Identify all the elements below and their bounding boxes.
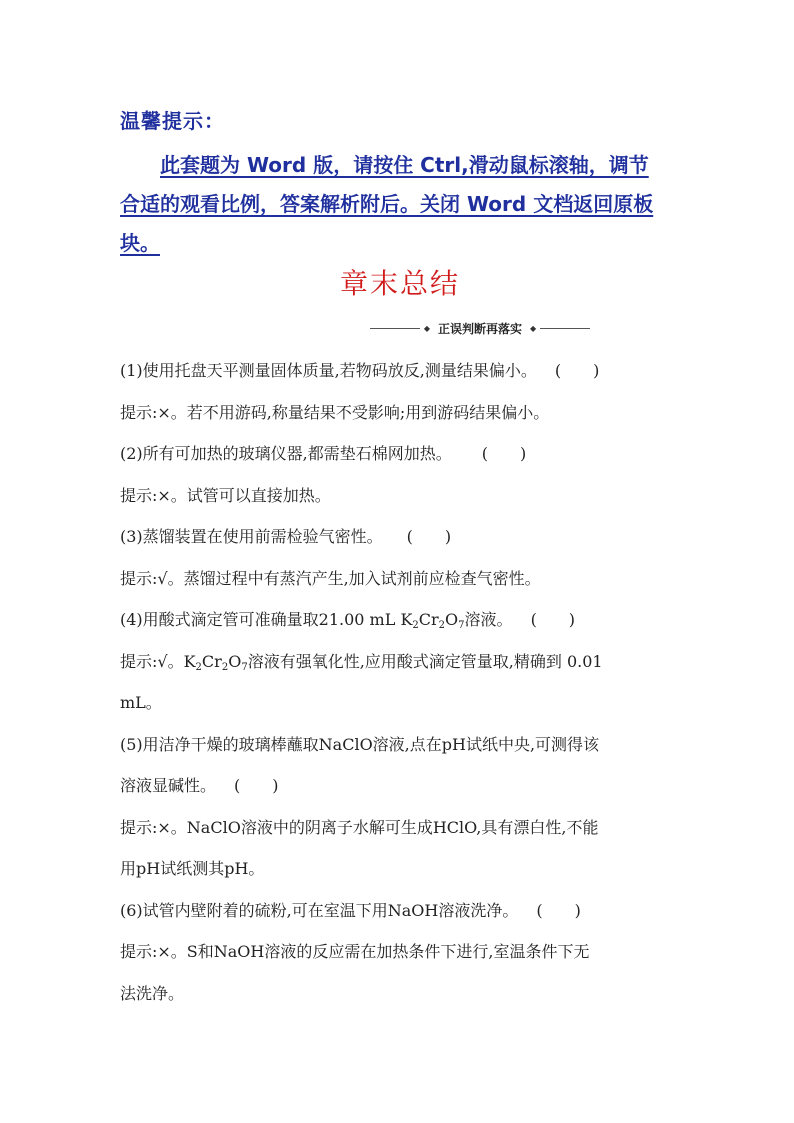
notice-title: 温馨提示： (120, 109, 225, 133)
question-1: (1)使用托盘天平测量固体质量,若物码放反,测量结果偏小。 ( ) (120, 350, 680, 392)
answer-blank: ( ) (406, 527, 452, 546)
notice-line-2: 合适的观看比例，答案解析附后。关闭 Word 文档返回原板 (120, 192, 654, 216)
question-5-cont: 溶液显碱性。 ( ) (120, 765, 680, 807)
hint-4: 提示:√。$K_2Cr_2O_7$溶液有强氧化性,应用酸式滴定管量取,精确到 0.01 (120, 651, 603, 673)
divider-line-left (370, 328, 420, 329)
section-divider (290, 318, 670, 338)
hint-5: 提示:×。NaClO溶液中的阴离子水解可生成HClO,具有漂白性,不能 (120, 817, 599, 837)
hint-6-cont: 法洗净。 (120, 983, 185, 1003)
hint-5-cont: 用pH试纸测其pH。 (120, 859, 265, 878)
hint-1: 提示:×。若不用游码,称量结果不受影响;用到游码结果偏小。 (120, 402, 550, 422)
answer-blank: ( ) (536, 900, 581, 920)
answer-blank: ( ) (554, 361, 600, 380)
chapter-title: 章末总结 (339, 267, 460, 300)
divider-line-right (540, 328, 590, 329)
hint-6: 提示:×。S和NaOH溶液的反应需在加热条件下进行,室温条件下无 (120, 942, 590, 961)
notice-line-3: 块。 (120, 231, 160, 255)
question-5: (5)用洁净干燥的玻璃棒蘸取NaClO溶液,点在pH试纸中央,可测得该 (120, 734, 600, 754)
diamond-icon: ◆ (423, 323, 430, 333)
notice-line-1: 此套题为 Word 版，请按住 Ctrl,滑动鼠标滚轴，调节 (160, 153, 649, 177)
question-3: (3)蒸馏装置在使用前需检验气密性。 ( ) (120, 516, 680, 558)
question-list (120, 350, 680, 1014)
hint-4-cont: mL。 (120, 693, 162, 712)
hint-3: 提示:√。蒸馏过程中有蒸汽产生,加入试剂前应检查气密性。 (120, 568, 541, 588)
question-6: (6)试管内壁附着的硫粉,可在室温下用NaOH溶液洗净。 ( ) (120, 890, 680, 932)
answer-blank: ( ) (234, 776, 279, 795)
diamond-icon: ◆ (530, 323, 537, 333)
answer-blank: ( ) (481, 444, 527, 463)
question-2: (2)所有可加热的玻璃仪器,都需垫石棉网加热。 ( ) (120, 433, 680, 475)
question-4: (4)用酸式滴定管可准确量取21.00 mL $K_2Cr_2O_7$溶液。 ( ) (120, 599, 680, 641)
answer-blank: ( ) (530, 610, 576, 629)
section-label: 正误判断再落实 (437, 321, 522, 336)
notice-body (120, 146, 680, 263)
hint-2: 提示:×。试管可以直接加热。 (120, 485, 331, 505)
